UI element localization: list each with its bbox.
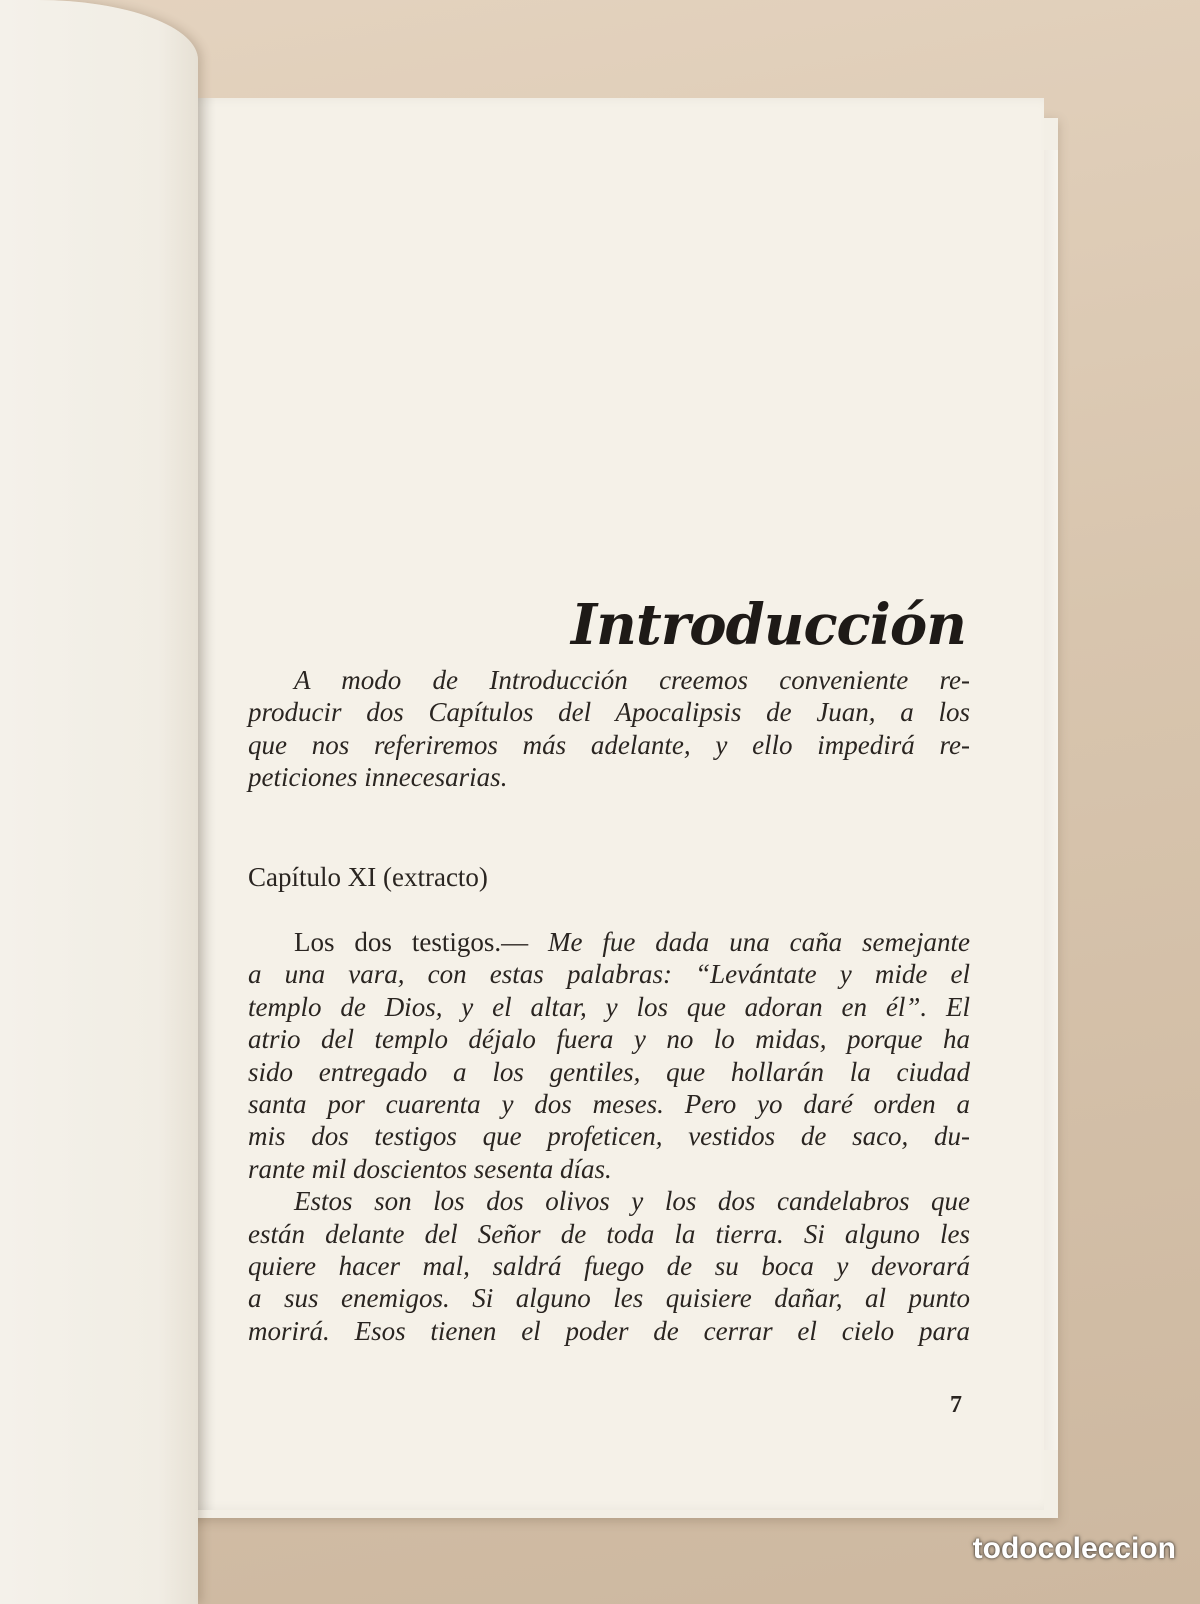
body-line-italic: templo de Dios, y el altar, y los que adoran en él”. El [248, 991, 970, 1022]
body-line [248, 1023, 970, 1055]
body-line [248, 991, 970, 1023]
intro-line: producir dos Capítulos del Apocalipsis de Juan, a los [248, 697, 970, 728]
body-line-italic: quiere hacer mal, saldrá fuego de su boca y devorará [248, 1251, 970, 1282]
body-line-italic: están delante del Señor de toda la tierra. Si alguno les [248, 1218, 970, 1249]
intro-line: que nos referiremos más adelante, y ello impedirá re- [248, 729, 970, 760]
intro-line: peticiones innecesarias. [248, 762, 508, 793]
body-line-italic: morirá. Esos tienen el poder de cerrar el cielo para [248, 1315, 970, 1346]
body-line-italic: santa por cuarenta y dos meses. Pero yo daré orden a [248, 1089, 970, 1120]
intro-line: A modo de Introducción creemos conveniente re- [294, 665, 970, 695]
body-line-italic: a sus enemigos. Si alguno les quisiere dañar, al punto [248, 1283, 970, 1314]
body-line [248, 1250, 970, 1282]
body-line-italic: a una vara, con estas palabras: “Levántate y mide el [248, 959, 970, 990]
body-line [248, 1282, 970, 1314]
body-line-italic: mis dos testigos que profeticen, vestidos de saco, du- [248, 1121, 970, 1152]
body-line [248, 1120, 970, 1152]
body-line [248, 1185, 970, 1217]
body-text [248, 926, 970, 1347]
body-line [248, 1218, 970, 1250]
body-line [248, 1056, 970, 1088]
left-page [0, 0, 198, 1604]
body-line-italic: rante mil doscientos sesenta días. [248, 1153, 612, 1184]
body-line [248, 1315, 970, 1347]
body-line-italic: sido entregado a los gentiles, que hollarán la ciudad [248, 1056, 970, 1087]
body-line-italic: Estos son los dos olivos y los dos candelabros que [294, 1186, 970, 1217]
body-line-roman: Los dos testigos.— [294, 927, 549, 957]
watermark-logo: todocoleccion [972, 1532, 1176, 1565]
chapter-title: Introducción [570, 592, 966, 658]
intro-paragraph [248, 664, 970, 794]
body-line [248, 1153, 970, 1185]
body-line-italic: Me fue dada una caña semejante [548, 927, 971, 957]
chapter-heading: Capítulo XI (extracto) [248, 862, 488, 892]
page-number: 7 [950, 1392, 962, 1418]
body-line [248, 926, 970, 958]
body-line [248, 958, 970, 990]
body-line-italic: atrio del templo déjalo fuera y no lo midas, porque ha [248, 1024, 970, 1055]
body-line [248, 1088, 970, 1120]
